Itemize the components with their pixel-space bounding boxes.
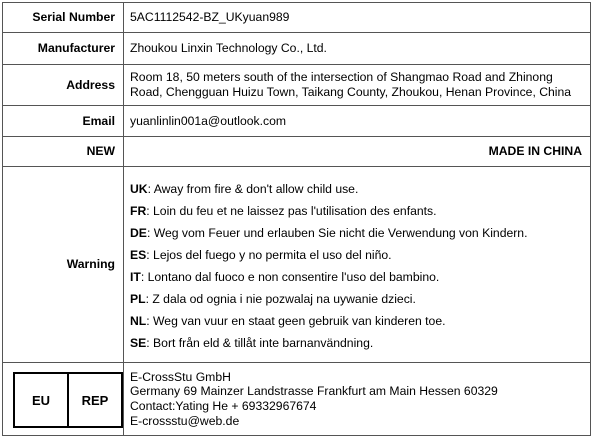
made-in-china-text: MADE IN CHINA <box>124 137 591 167</box>
warning-text: : Weg vom Feuer und erlauben Sie nicht die Verwendung von Kindern. <box>146 226 528 240</box>
warning-row <box>3 167 591 363</box>
warning-text: : Away from fire & don't allow child use. <box>147 182 359 196</box>
serial-number-row <box>3 3 591 33</box>
serial-number-value: 5AC1112542-BZ_UKyuan989 <box>124 3 591 33</box>
ec-rep-symbol-cell <box>3 363 124 436</box>
warning-code: IT <box>130 270 141 284</box>
address-row <box>3 65 591 106</box>
ec-rep-email: E-crossstu@web.de <box>130 413 240 428</box>
warning-code: NL <box>130 314 147 328</box>
email-value: yuanlinlin001a@outlook.com <box>124 106 591 137</box>
rep-symbol-text: REP <box>67 374 121 426</box>
address-line-2: Road, Chengguan Huizu Town, Taikang County, Zhoukou, Henan Province, China <box>130 85 572 99</box>
ec-rep-row <box>3 363 591 436</box>
warning-label: Warning <box>3 167 124 363</box>
warning-item-pl <box>130 288 584 310</box>
warning-code: UK <box>130 182 148 196</box>
warning-item-nl <box>130 310 584 332</box>
warning-code: PL <box>130 292 146 306</box>
eu-rep-symbol <box>13 372 123 428</box>
product-label-table <box>2 2 591 436</box>
warning-text: : Bort från eld & tillåt inte barnanvändning. <box>146 336 374 350</box>
warning-item-es <box>130 244 584 266</box>
email-row <box>3 106 591 137</box>
warning-text: : Weg van vuur en staat geen gebruik van kinderen toe. <box>146 314 446 328</box>
warning-item-de <box>130 222 584 244</box>
warning-code: ES <box>130 248 147 262</box>
address-line-1: Room 18, 50 meters south of the intersection of Shangmao Road and Zhinong <box>130 70 553 84</box>
ec-rep-address: Germany 69 Mainzer Landstrasse Frankfurt am Main Hessen 60329 <box>130 384 498 399</box>
warning-item-uk <box>130 178 584 200</box>
address-label: Address <box>3 65 124 106</box>
warning-item-it <box>130 266 584 288</box>
warning-list <box>124 167 591 363</box>
warning-text: : Lontano dal fuoco e non consentire l'uso del bambino. <box>140 270 440 284</box>
warning-text: : Loin du feu et ne laissez pas l'utilisation des enfants. <box>146 204 437 218</box>
warning-text: : Lejos del fuego y no permita el uso del niño. <box>146 248 392 262</box>
warning-code: FR <box>130 204 147 218</box>
warning-item-se <box>130 332 584 354</box>
manufacturer-label: Manufacturer <box>3 33 124 65</box>
email-label: Email <box>3 106 124 137</box>
address-value <box>124 65 591 106</box>
ec-rep-contact: Contact:Yating He + 69332967674 <box>130 399 317 413</box>
warning-item-fr <box>130 200 584 222</box>
new-label: NEW <box>3 137 124 167</box>
warning-text: : Z dala od ognia i nie pozwalaj na uywanie dzieci. <box>145 292 416 306</box>
new-row <box>3 137 591 167</box>
warning-code: SE <box>130 336 147 350</box>
manufacturer-value: Zhoukou Linxin Technology Co., Ltd. <box>124 33 591 65</box>
serial-number-label: Serial Number <box>3 3 124 33</box>
manufacturer-row <box>3 33 591 65</box>
eu-symbol-text: EU <box>31 392 51 408</box>
ec-rep-info <box>124 363 591 436</box>
warning-code: DE <box>130 226 147 240</box>
ec-rep-company: E-CrossStu GmbH <box>130 369 231 384</box>
